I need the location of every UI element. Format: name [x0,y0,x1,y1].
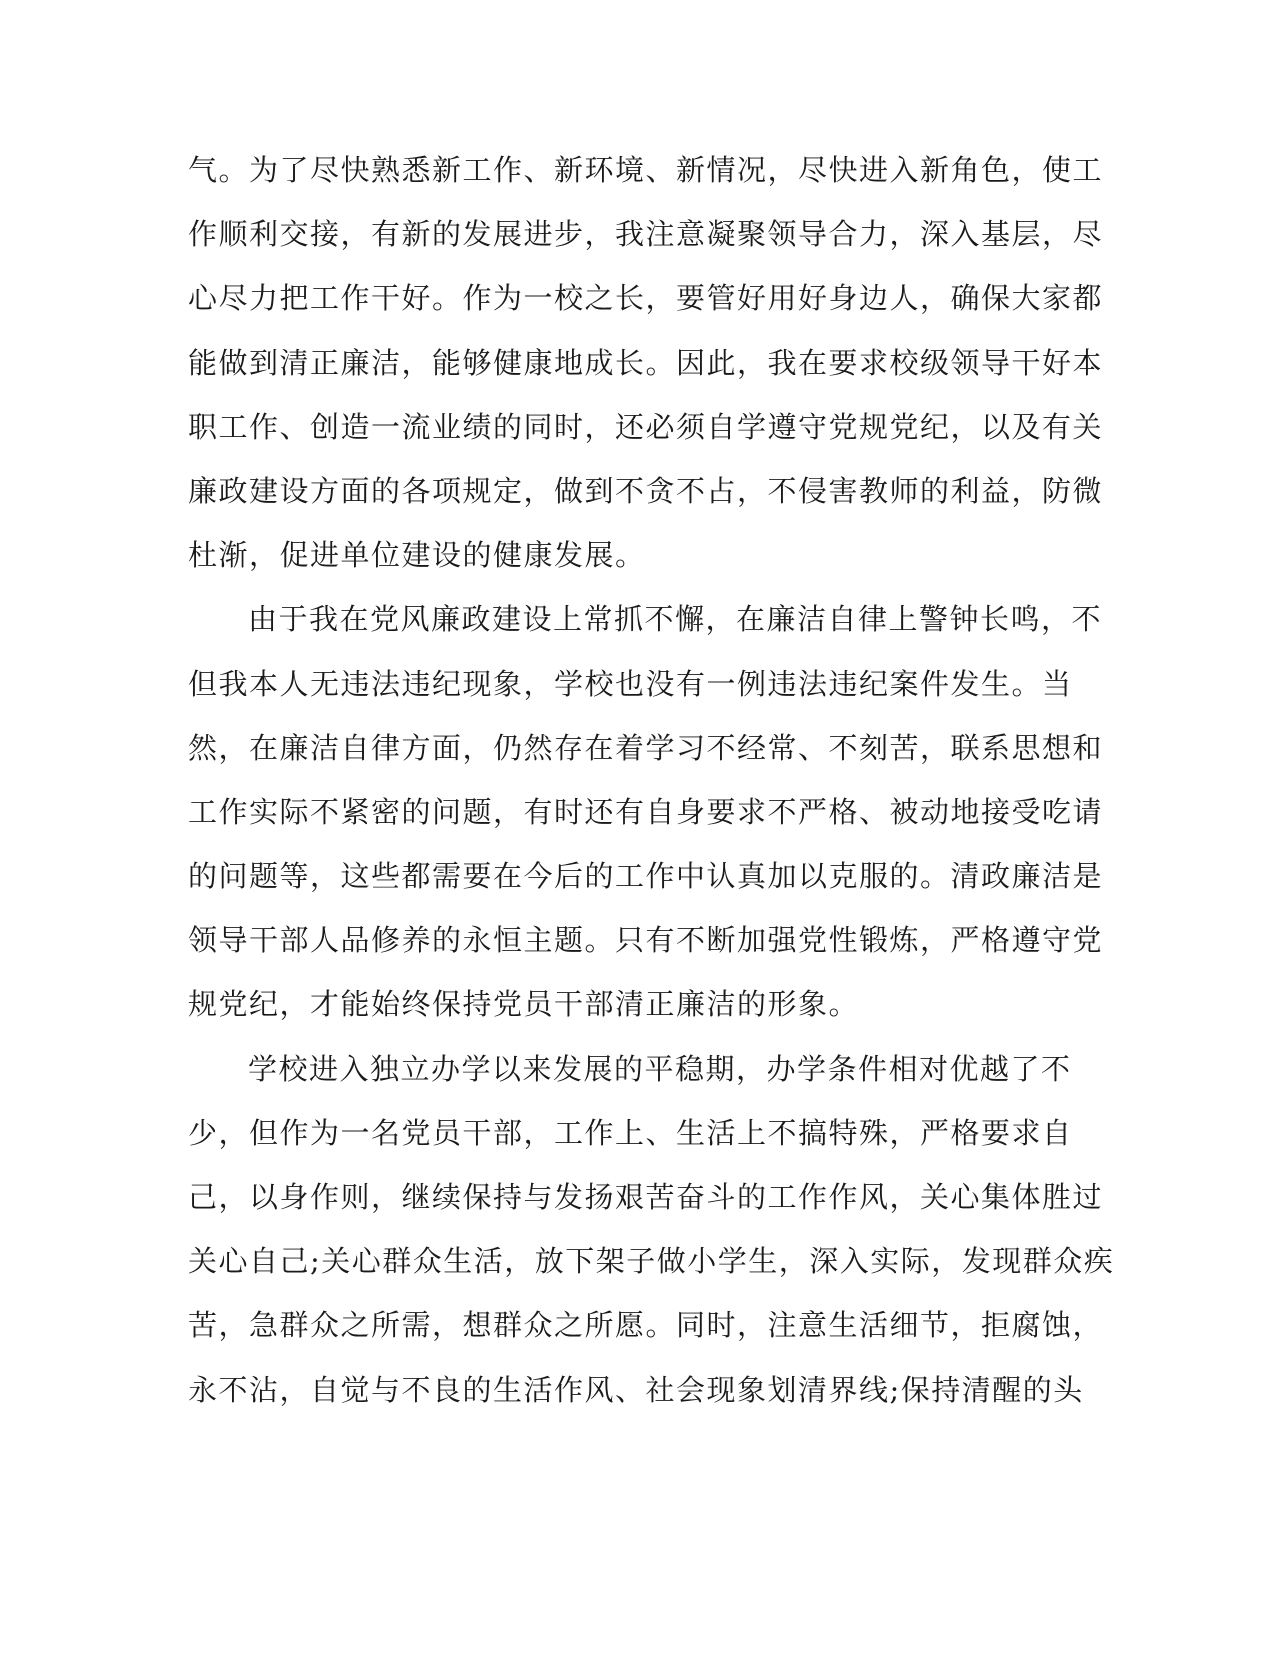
text-line: 规党纪，才能始终保持党员干部清正廉洁的形象。 [188,987,860,1022]
text-line: 职工作、创造一流业绩的同时，还必须自学遵守党规党纪，以及有关 [188,409,1104,444]
paragraph-1 [188,138,1104,587]
text-line: 杜渐，促进单位建设的健康发展。 [188,538,646,573]
text-line: 由于我在党风廉政建设上常抓不懈，在廉洁自律上警钟长鸣，不 [248,602,1103,637]
text-line: 少，但作为一名党员干部，工作上、生活上不搞特殊，严格要求自 [188,1115,1073,1150]
text-line: 心尽力把工作干好。作为一校之长，要管好用好身边人，确保大家都 [188,281,1104,316]
text-line: 廉政建设方面的各项规定，做到不贪不占，不侵害教师的利益，防微 [188,473,1104,508]
text-line: 的问题等，这些都需要在今后的工作中认真加以克服的。清政廉洁是 [188,859,1104,894]
paragraph-3 [188,1037,1115,1422]
text-line: 但我本人无违法违纪现象，学校也没有一例违法违纪案件发生。当 [188,666,1073,701]
paragraph-2 [188,587,1104,1036]
text-line: 气。为了尽快熟悉新工作、新环境、新情况，尽快进入新角色，使工 [188,153,1104,187]
text-line: 学校进入独立办学以来发展的平稳期，办学条件相对优越了不 [248,1051,1072,1086]
text-line: 领导干部人品修养的永恒主题。只有不断加强党性锻炼，严格遵守党 [188,923,1104,958]
text-line: 然，在廉洁自律方面，仍然存在着学习不经常、不刻苦，联系思想和 [188,730,1104,765]
document-body [188,138,1115,1422]
text-line: 能做到清正廉洁，能够健康地成长。因此，我在要求校级领导干好本 [188,345,1104,380]
text-line: 工作实际不紧密的问题，有时还有自身要求不严格、被动地接受吃请 [188,794,1104,829]
text-line: 关心自己;关心群众生活，放下架子做小学生，深入实际，发现群众疾 [188,1244,1115,1279]
text-line: 永不沾，自觉与不良的生活作风、社会现象划清界线;保持清醒的头 [188,1372,1084,1407]
text-line: 己，以身作则，继续保持与发扬艰苦奋斗的工作作风，关心集体胜过 [188,1180,1104,1214]
text-line: 苦，急群众之所需，想群众之所愿。同时，注意生活细节，拒腐蚀， [188,1308,1104,1343]
text-line: 作顺利交接，有新的发展进步，我注意凝聚领导合力，深入基层，尽 [188,217,1104,252]
